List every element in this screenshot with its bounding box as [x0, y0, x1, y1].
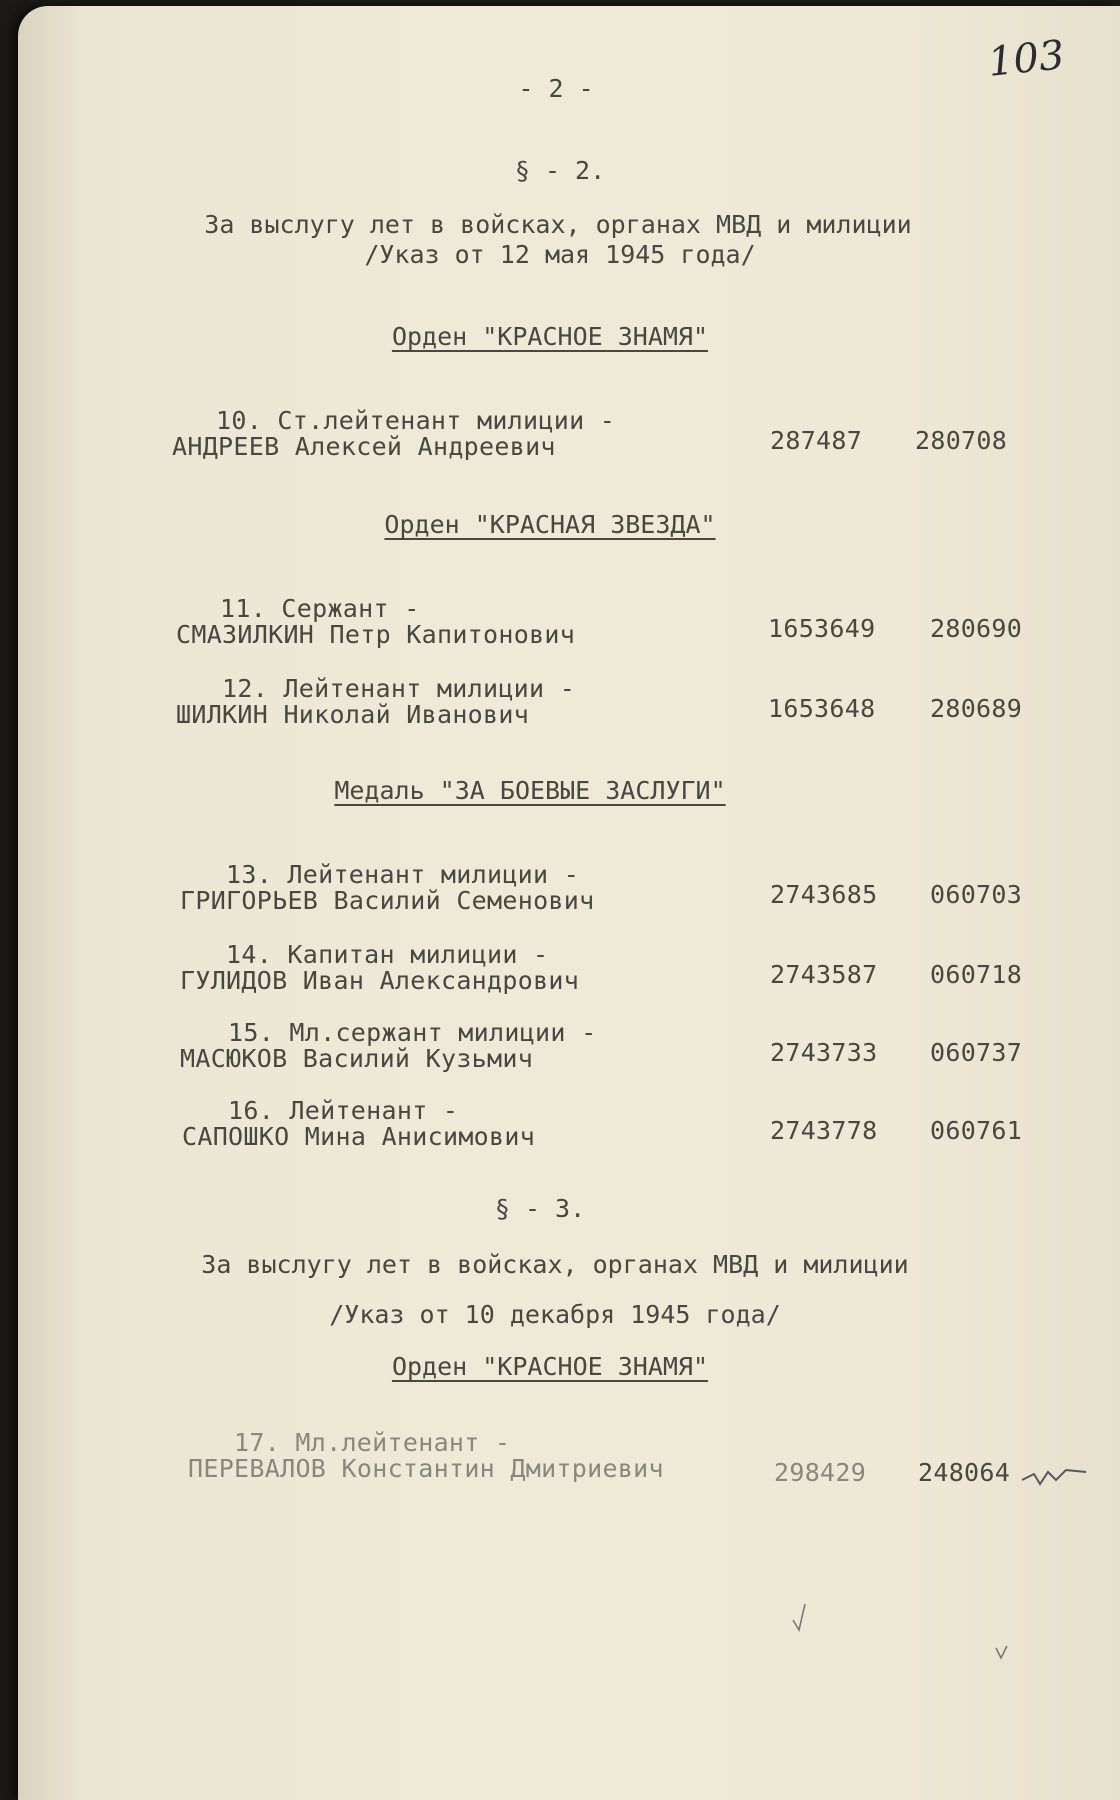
entry-rank: 12. Лейтенант милиции - — [222, 674, 576, 703]
entry-rank: 16. Лейтенант - — [228, 1096, 459, 1125]
section-2-title-line1: За выслугу лет в войсках, органах МВД и милиции — [204, 210, 912, 239]
entry-number-1: 2743733 — [770, 1038, 878, 1067]
entry-name: АНДРЕЕВ Алексей Андреевич — [172, 432, 556, 461]
entry-number-1: 2743778 — [770, 1116, 878, 1145]
entry-rank: 15. Мл.сержант милиции - — [228, 1018, 597, 1047]
entry-number-2: 060718 — [930, 960, 1023, 989]
entry-number-2: 248064 — [918, 1458, 1011, 1487]
entry-number-2: 280690 — [930, 614, 1023, 643]
entry-number-2: 060703 — [930, 880, 1023, 909]
page-number: - 2 - — [518, 74, 594, 103]
entry-number-1: 2743587 — [770, 960, 878, 989]
section-2-title-line2: /Указ от 12 мая 1945 года/ — [364, 240, 756, 269]
entry-name: ПЕРЕВАЛОВ Константин Дмитриевич — [188, 1454, 664, 1483]
entry-number-2: 280689 — [930, 694, 1023, 723]
entry-number-1: 298429 — [774, 1458, 867, 1487]
entry-name: СМАЗИЛКИН Петр Капитонович — [176, 620, 576, 649]
section-3-heading: § - 3. — [494, 1194, 586, 1223]
section-3-title-line1: За выслугу лет в войсках, органах МВД и милиции — [201, 1250, 909, 1279]
entry-number-2: 060761 — [930, 1116, 1023, 1145]
entry-name: САПОШКО Мина Анисимович — [182, 1122, 536, 1151]
group-title: Орден "КРАСНАЯ ЗВЕЗДА" — [384, 510, 716, 539]
entry-rank: 11. Сержант - — [220, 594, 420, 623]
entry-number-2: 280708 — [915, 426, 1008, 455]
entry-rank: 13. Лейтенант милиции - — [226, 860, 580, 889]
group-title: Орден "КРАСНОЕ ЗНАМЯ" — [391, 322, 709, 351]
entry-number-1: 2743685 — [770, 880, 878, 909]
section-3-title-line2: /Указ от 10 декабря 1945 года/ — [329, 1300, 781, 1329]
group-title: Орден "КРАСНОЕ ЗНАМЯ" — [391, 1352, 709, 1381]
entry-number-1: 1653648 — [768, 694, 876, 723]
section-2-heading: § - 2. — [514, 156, 606, 185]
entry-number-2: 060737 — [930, 1038, 1023, 1067]
group-title: Медаль "ЗА БОЕВЫЕ ЗАСЛУГИ" — [334, 776, 726, 805]
entry-number-1: 1653649 — [768, 614, 876, 643]
entry-rank: 10. Ст.лейтенант милиции - — [216, 406, 616, 435]
entry-rank: 14. Капитан милиции - — [226, 940, 549, 969]
entry-name: ГРИГОРЬЕВ Василий Семенович — [180, 886, 595, 915]
entry-name: ГУЛИДОВ Иван Александрович — [180, 966, 580, 995]
entry-number-1: 287487 — [770, 426, 863, 455]
entry-rank: 17. Мл.лейтенант - — [234, 1428, 511, 1457]
entry-name: ШИЛКИН Николай Иванович — [176, 700, 530, 729]
entry-name: МАСЮКОВ Василий Кузьмич — [180, 1044, 534, 1073]
archive-number: 103 — [985, 32, 1067, 86]
